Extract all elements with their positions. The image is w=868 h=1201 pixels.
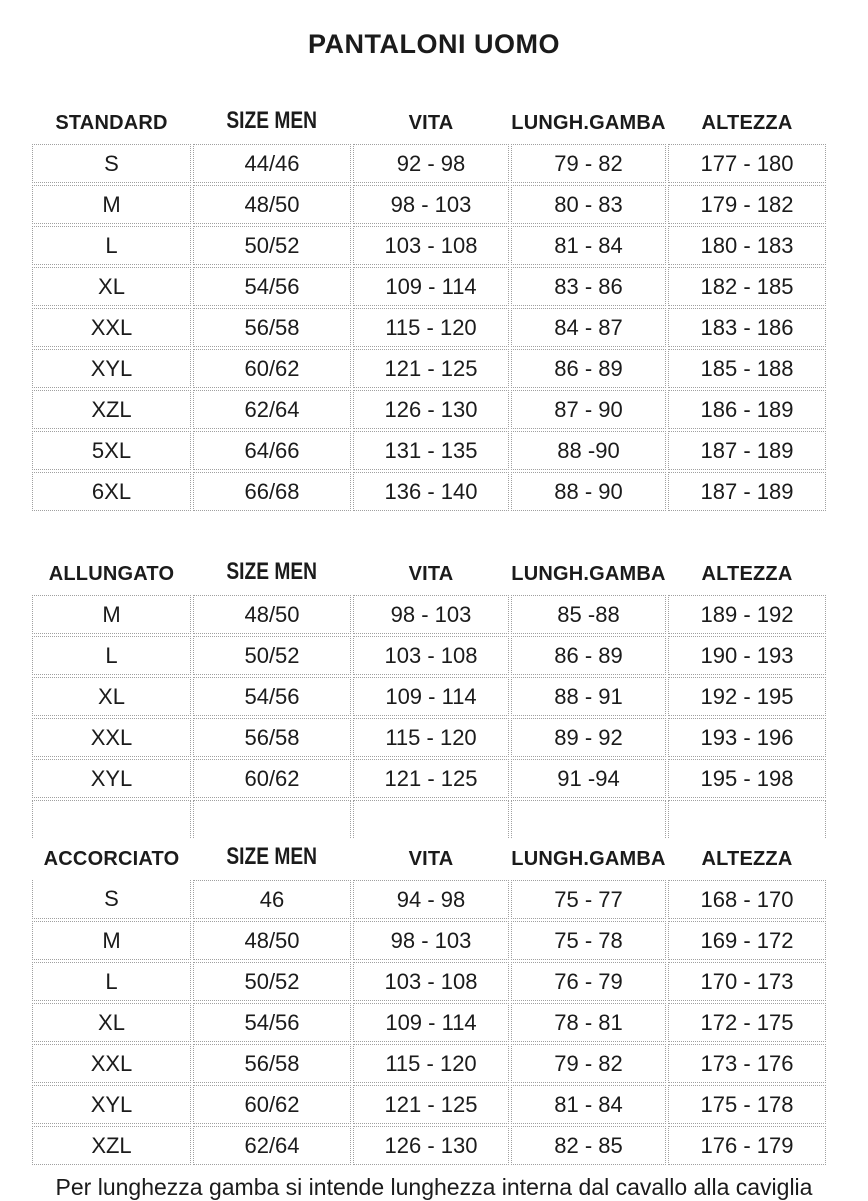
column-header-vita: VITA xyxy=(408,563,454,585)
column-header-vita: VITA xyxy=(408,848,454,870)
table-cell: 79 - 82 xyxy=(511,1044,666,1083)
table-cell: 60/62 xyxy=(193,759,351,798)
table-cell: 54/56 xyxy=(193,677,351,716)
table-cell: 88 - 90 xyxy=(511,472,666,511)
page-title: PANTALONI UOMO xyxy=(308,29,560,59)
column-header-altezza: ALTEZZA xyxy=(701,563,793,585)
table-cell: 62/64 xyxy=(193,1126,351,1165)
table-row xyxy=(32,226,826,265)
table-cell: L xyxy=(32,636,191,675)
table-row xyxy=(32,144,826,183)
table-cell: 82 - 85 xyxy=(511,1126,666,1165)
table-cell: 115 - 120 xyxy=(353,308,509,347)
table-cell: 187 - 189 xyxy=(668,431,826,470)
table-cell: L xyxy=(32,962,191,1001)
table-row xyxy=(32,636,826,675)
table-cell: 60/62 xyxy=(193,349,351,388)
table-cell: XXL xyxy=(32,308,191,347)
table-cell: 92 - 98 xyxy=(353,144,509,183)
table-cell: 109 - 114 xyxy=(353,1003,509,1042)
table-row xyxy=(32,349,826,388)
table-cell: XL xyxy=(32,677,191,716)
table-cell: 168 - 170 xyxy=(668,880,826,919)
table-cell: XZL xyxy=(32,1126,191,1165)
table-cell: 86 - 89 xyxy=(511,349,666,388)
table-row xyxy=(32,390,826,429)
table-cell: 103 - 108 xyxy=(353,226,509,265)
table-row xyxy=(32,1085,826,1124)
table-cell: XYL xyxy=(32,759,191,798)
table-header-standard xyxy=(32,106,826,142)
table-cell: 56/58 xyxy=(193,308,351,347)
table-cell: 109 - 114 xyxy=(353,267,509,306)
table-cell: 85 -88 xyxy=(511,595,666,634)
table-row xyxy=(32,962,826,1001)
table-cell: 189 - 192 xyxy=(668,595,826,634)
table-cell: 86 - 89 xyxy=(511,636,666,675)
table-row xyxy=(32,595,826,634)
table-cell: 48/50 xyxy=(193,185,351,224)
table-cell: 98 - 103 xyxy=(353,595,509,634)
table-cell: XZL xyxy=(32,390,191,429)
footer-note: Per lunghezza gamba si intende lunghezza interna dal cavallo alla caviglia xyxy=(55,1174,813,1200)
table-row xyxy=(32,921,826,960)
table-cell: 78 - 81 xyxy=(511,1003,666,1042)
table-cell: 176 - 179 xyxy=(668,1126,826,1165)
table-cell: 50/52 xyxy=(193,962,351,1001)
empty-table-cell xyxy=(668,800,826,838)
table-cell: 54/56 xyxy=(193,267,351,306)
table-cell: 98 - 103 xyxy=(353,185,509,224)
table-row xyxy=(32,267,826,306)
table-cell: 75 - 77 xyxy=(511,880,666,919)
table-cell: 76 - 79 xyxy=(511,962,666,1001)
empty-table-cell xyxy=(511,800,666,838)
table-cell: 175 - 178 xyxy=(668,1085,826,1124)
empty-table-cell xyxy=(32,800,191,838)
table-row xyxy=(32,185,826,224)
table-row xyxy=(32,718,826,757)
table-row xyxy=(32,308,826,347)
table-row xyxy=(32,1044,826,1083)
column-header-lungh-gamba: LUNGH.GAMBA xyxy=(511,112,666,134)
table-cell: 98 - 103 xyxy=(353,921,509,960)
table-header-accorciato xyxy=(32,842,826,878)
table-cell: 121 - 125 xyxy=(353,759,509,798)
table-body-accorciato xyxy=(32,880,826,1165)
empty-table-row xyxy=(32,800,826,838)
table-cell: 190 - 193 xyxy=(668,636,826,675)
size-men-label: SIZE MEN xyxy=(226,107,318,134)
table-cell: 54/56 xyxy=(193,1003,351,1042)
table-cell: 64/66 xyxy=(193,431,351,470)
table-cell: 75 - 78 xyxy=(511,921,666,960)
table-cell: 80 - 83 xyxy=(511,185,666,224)
size-table-accorciato xyxy=(30,840,828,1167)
table-cell: 48/50 xyxy=(193,595,351,634)
table-cell: 187 - 189 xyxy=(668,472,826,511)
table-cell: M xyxy=(32,595,191,634)
table-cell: 109 - 114 xyxy=(353,677,509,716)
table-cell: 115 - 120 xyxy=(353,1044,509,1083)
table-cell: 88 -90 xyxy=(511,431,666,470)
table-row xyxy=(32,1126,826,1165)
table-cell: 172 - 175 xyxy=(668,1003,826,1042)
table-cell: M xyxy=(32,921,191,960)
size-men-label: SIZE MEN xyxy=(226,843,318,870)
column-header-size-men xyxy=(193,106,351,142)
table-cell: 195 - 198 xyxy=(668,759,826,798)
table-cell: XXL xyxy=(32,718,191,757)
table-cell: 79 - 82 xyxy=(511,144,666,183)
column-header-size-men xyxy=(193,557,351,593)
table-cell: XL xyxy=(32,267,191,306)
table-cell: 5XL xyxy=(32,431,191,470)
table-cell: 126 - 130 xyxy=(353,390,509,429)
table-cell: 46 xyxy=(193,880,351,919)
table-cell: 121 - 125 xyxy=(353,349,509,388)
table-body-standard xyxy=(32,144,826,511)
table-cell: 6XL xyxy=(32,472,191,511)
table-cell: XYL xyxy=(32,349,191,388)
table-row xyxy=(32,880,826,919)
table-cell: 169 - 172 xyxy=(668,921,826,960)
table-cell: M xyxy=(32,185,191,224)
table-cell: 60/62 xyxy=(193,1085,351,1124)
table-cell: 89 - 92 xyxy=(511,718,666,757)
table-cell: 56/58 xyxy=(193,1044,351,1083)
table-cell: 179 - 182 xyxy=(668,185,826,224)
table-cell: 81 - 84 xyxy=(511,226,666,265)
section-label-standard: STANDARD xyxy=(55,112,168,134)
table-cell: 192 - 195 xyxy=(668,677,826,716)
table-cell: S xyxy=(32,144,191,183)
table-body-allungato xyxy=(32,595,826,838)
table-cell: 50/52 xyxy=(193,226,351,265)
table-cell: 88 - 91 xyxy=(511,677,666,716)
table-cell: 62/64 xyxy=(193,390,351,429)
table-cell: 185 - 188 xyxy=(668,349,826,388)
column-header-altezza: ALTEZZA xyxy=(701,112,793,134)
table-cell: 182 - 185 xyxy=(668,267,826,306)
section-label-allungato: ALLUNGATO xyxy=(48,563,175,585)
empty-table-cell xyxy=(353,800,509,838)
table-cell: 126 - 130 xyxy=(353,1126,509,1165)
column-header-lungh-gamba: LUNGH.GAMBA xyxy=(511,563,666,585)
table-row xyxy=(32,472,826,511)
table-cell: 170 - 173 xyxy=(668,962,826,1001)
table-cell: 136 - 140 xyxy=(353,472,509,511)
table-cell: 103 - 108 xyxy=(353,962,509,1001)
table-row xyxy=(32,1003,826,1042)
table-row xyxy=(32,431,826,470)
table-cell: 84 - 87 xyxy=(511,308,666,347)
table-cell: XL xyxy=(32,1003,191,1042)
table-cell: 173 - 176 xyxy=(668,1044,826,1083)
table-cell: 186 - 189 xyxy=(668,390,826,429)
table-cell: 66/68 xyxy=(193,472,351,511)
table-cell: 177 - 180 xyxy=(668,144,826,183)
size-men-label: SIZE MEN xyxy=(226,558,318,585)
column-header-size-men xyxy=(193,842,351,878)
column-header-altezza: ALTEZZA xyxy=(701,848,793,870)
empty-table-cell xyxy=(193,800,351,838)
table-row xyxy=(32,677,826,716)
table-cell: L xyxy=(32,226,191,265)
table-cell: 81 - 84 xyxy=(511,1085,666,1124)
table-cell: S xyxy=(32,880,191,919)
table-cell: 103 - 108 xyxy=(353,636,509,675)
table-cell: 87 - 90 xyxy=(511,390,666,429)
table-cell: 83 - 86 xyxy=(511,267,666,306)
size-table-standard xyxy=(30,104,828,513)
table-cell: 48/50 xyxy=(193,921,351,960)
table-cell: XXL xyxy=(32,1044,191,1083)
table-cell: 44/46 xyxy=(193,144,351,183)
size-table-allungato xyxy=(30,555,828,840)
table-cell: 50/52 xyxy=(193,636,351,675)
table-cell: 56/58 xyxy=(193,718,351,757)
column-header-lungh-gamba: LUNGH.GAMBA xyxy=(511,848,666,870)
section-label-accorciato: ACCORCIATO xyxy=(43,848,180,870)
table-cell: 121 - 125 xyxy=(353,1085,509,1124)
table-cell: XYL xyxy=(32,1085,191,1124)
column-header-vita: VITA xyxy=(408,112,454,134)
table-cell: 193 - 196 xyxy=(668,718,826,757)
table-cell: 94 - 98 xyxy=(353,880,509,919)
table-cell: 131 - 135 xyxy=(353,431,509,470)
table-cell: 180 - 183 xyxy=(668,226,826,265)
table-cell: 183 - 186 xyxy=(668,308,826,347)
table-cell: 91 -94 xyxy=(511,759,666,798)
table-header-allungato xyxy=(32,557,826,593)
table-cell: 115 - 120 xyxy=(353,718,509,757)
table-row xyxy=(32,759,826,798)
